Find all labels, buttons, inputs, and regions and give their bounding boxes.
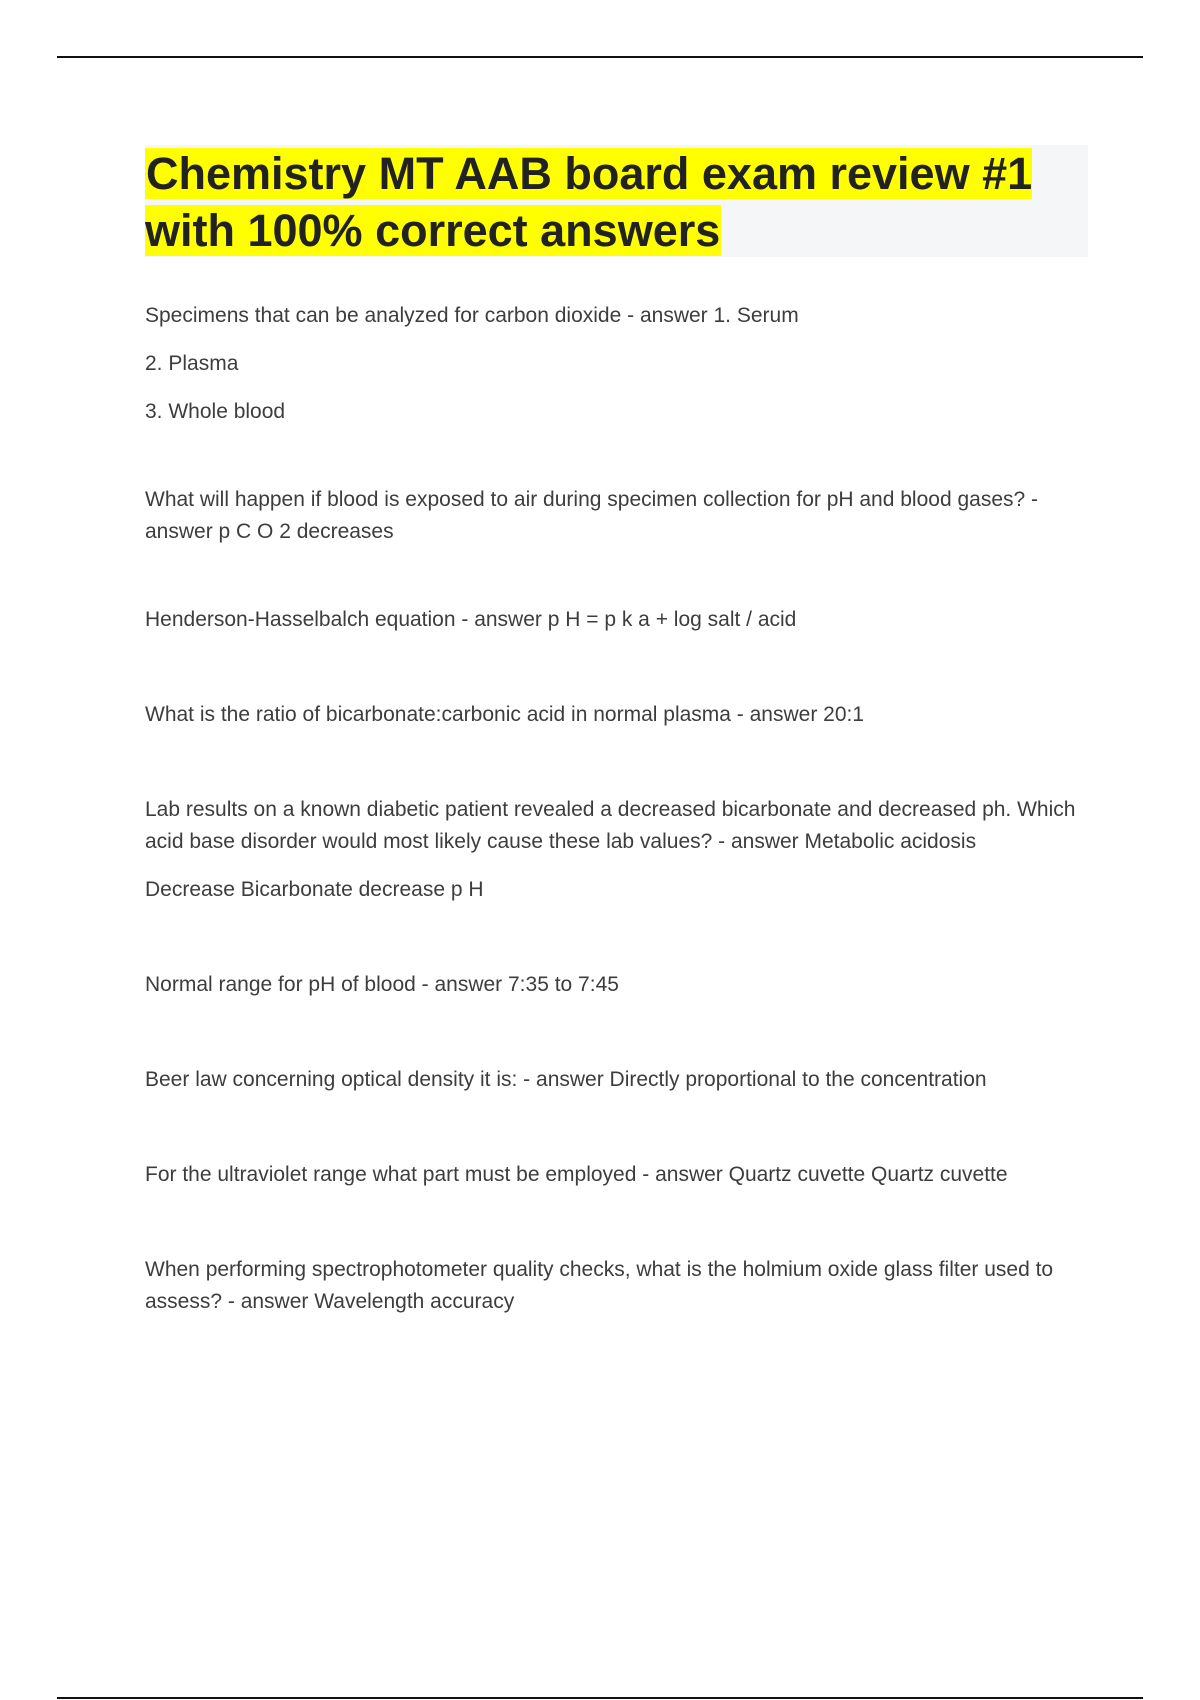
qa-item-2: What will happen if blood is exposed to air during specimen collection for pH and blood gases? - answer p C O 2 decreases xyxy=(145,488,1039,543)
qa-item-6: Normal range for pH of blood - answer 7:35 to 7:45 xyxy=(145,973,619,996)
qa-item-4: What is the ratio of bicarbonate:carbonic acid in normal plasma - answer 20:1 xyxy=(145,703,865,726)
qa-item-5-line-2: Decrease Bicarbonate decrease p H xyxy=(145,878,484,901)
qa-item-3: Henderson-Hasselbalch equation - answer p H = p k a + log salt / acid xyxy=(145,608,797,631)
title-highlight: Chemistry MT AAB board exam review #1 with 100% correct answers xyxy=(145,148,1033,256)
qa-item-8: For the ultraviolet range what part must be employed - answer Quartz cuvette Quartz cuvette xyxy=(145,1163,1008,1186)
document-body xyxy=(145,300,1095,1318)
qa-item-1-line-3: 3. Whole blood xyxy=(145,400,286,423)
document-title xyxy=(145,145,1088,259)
title-block xyxy=(145,145,1088,257)
qa-item-5: Lab results on a known diabetic patient revealed a decreased bicarbonate and decreased ph. Which acid base disorder would most likely cause these lab values? - answer Metabolic acidosis xyxy=(145,798,1076,853)
qa-item-1: Specimens that can be analyzed for carbon dioxide - answer 1. Serum xyxy=(145,304,799,327)
top-rule xyxy=(57,56,1143,58)
bottom-rule xyxy=(57,1697,1143,1699)
qa-item-9: When performing spectrophotometer quality checks, what is the holmium oxide glass filter used to assess? - answer Wavelength accuracy xyxy=(145,1258,1054,1313)
qa-item-1-line-2: 2. Plasma xyxy=(145,352,239,375)
qa-item-7: Beer law concerning optical density it is: - answer Directly proportional to the concentration xyxy=(145,1068,987,1091)
